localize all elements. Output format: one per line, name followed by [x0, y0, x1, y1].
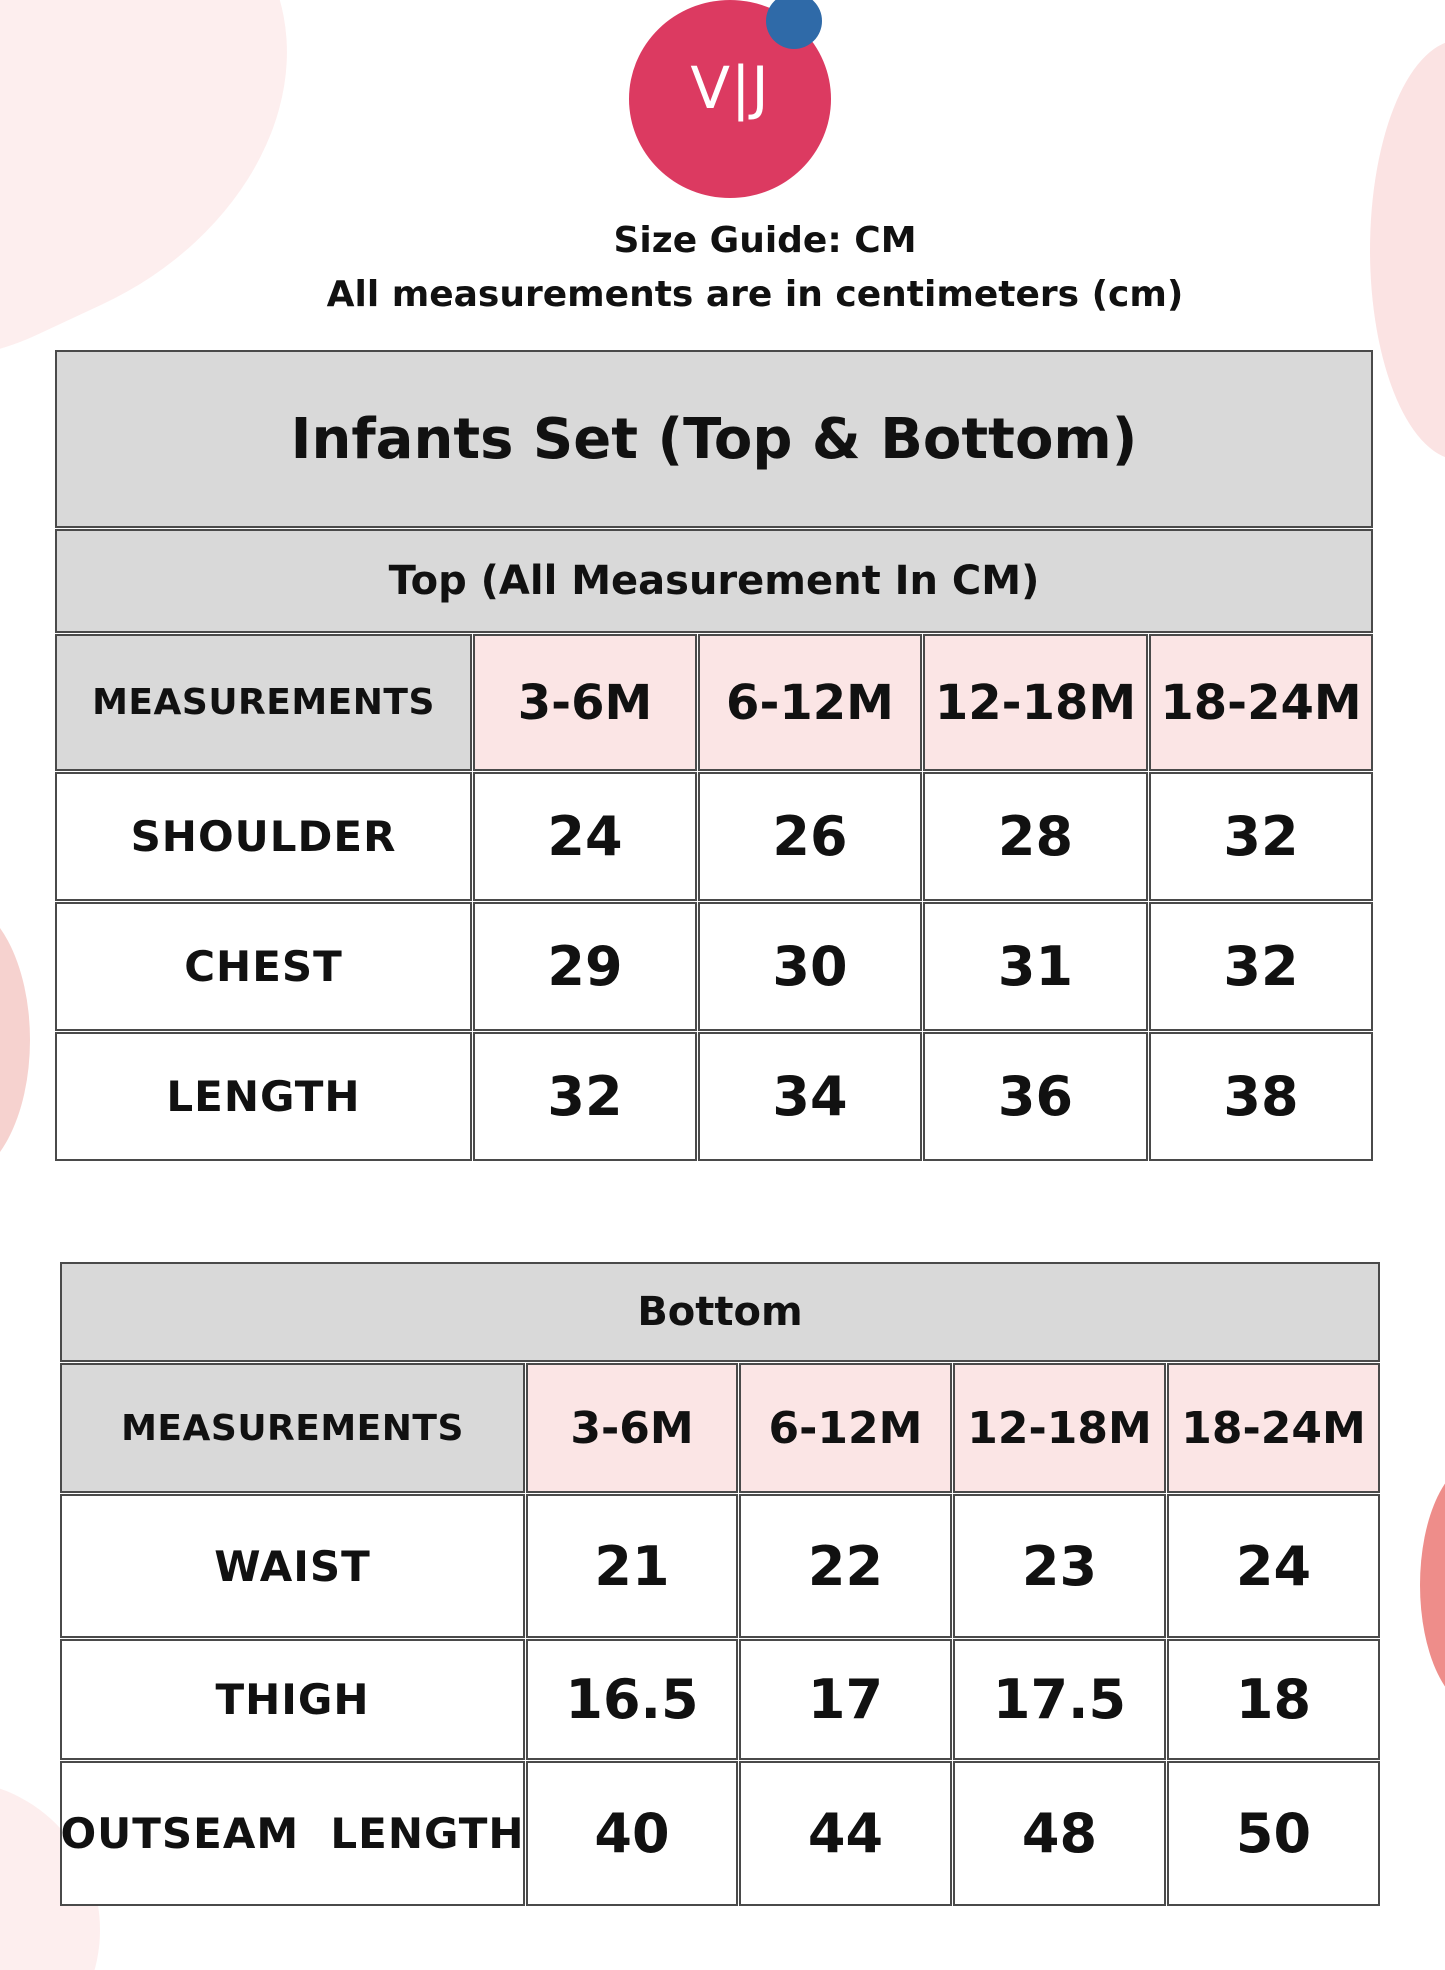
- top-header-size: 6-12M: [698, 634, 922, 771]
- bottom-row-label: WAIST: [60, 1494, 525, 1638]
- top-value-cell: 32: [473, 1032, 697, 1161]
- bottom-value-cell: 17.5: [953, 1639, 1166, 1760]
- bottom-row-label: OUTSEAM LENGTH: [60, 1761, 525, 1906]
- top-section-title: Top (All Measurement In CM): [55, 529, 1373, 633]
- top-header-size: 18-24M: [1149, 634, 1373, 771]
- bottom-value-cell: 40: [526, 1761, 738, 1906]
- logo-dot: [766, 0, 822, 49]
- bottom-value-cell: 21: [526, 1494, 738, 1638]
- logo-text: V|J: [690, 54, 770, 122]
- background-blob: [0, 900, 30, 1180]
- bottom-header-size: 12-18M: [953, 1363, 1166, 1493]
- bottom-value-cell: 50: [1167, 1761, 1380, 1906]
- bottom-value-cell: 48: [953, 1761, 1166, 1906]
- top-header-size: 12-18M: [923, 634, 1148, 771]
- size-guide-subtitle: All measurements are in centimeters (cm): [326, 274, 1184, 315]
- top-row-label: LENGTH: [55, 1032, 472, 1161]
- bottom-value-cell: 22: [739, 1494, 952, 1638]
- bottom-header-measurements: MEASUREMENTS: [60, 1363, 525, 1493]
- top-value-cell: 32: [1149, 902, 1373, 1031]
- set-title: Infants Set (Top & Bottom): [55, 350, 1373, 528]
- top-value-cell: 38: [1149, 1032, 1373, 1161]
- bottom-header-size: 6-12M: [739, 1363, 952, 1493]
- top-value-cell: 31: [923, 902, 1148, 1031]
- top-row-label: CHEST: [55, 902, 472, 1031]
- bottom-value-cell: 16.5: [526, 1639, 738, 1760]
- top-value-cell: 34: [698, 1032, 922, 1161]
- bottom-section-title: Bottom: [60, 1262, 1380, 1362]
- bottom-value-cell: 23: [953, 1494, 1166, 1638]
- bottom-header-size: 18-24M: [1167, 1363, 1380, 1493]
- top-value-cell: 29: [473, 902, 697, 1031]
- top-value-cell: 36: [923, 1032, 1148, 1161]
- bottom-value-cell: 17: [739, 1639, 952, 1760]
- bottom-header-size: 3-6M: [526, 1363, 738, 1493]
- size-guide-title: Size Guide: CM: [613, 220, 917, 261]
- top-value-cell: 30: [698, 902, 922, 1031]
- bottom-value-cell: 18: [1167, 1639, 1380, 1760]
- top-value-cell: 26: [698, 772, 922, 901]
- top-row-label: SHOULDER: [55, 772, 472, 901]
- top-header-size: 3-6M: [473, 634, 697, 771]
- top-value-cell: 24: [473, 772, 697, 901]
- top-value-cell: 32: [1149, 772, 1373, 901]
- bottom-value-cell: 44: [739, 1761, 952, 1906]
- top-value-cell: 28: [923, 772, 1148, 901]
- bottom-value-cell: 24: [1167, 1494, 1380, 1638]
- background-blob: [1420, 1460, 1445, 1710]
- top-header-measurements: MEASUREMENTS: [55, 634, 472, 771]
- bottom-row-label: THIGH: [60, 1639, 525, 1760]
